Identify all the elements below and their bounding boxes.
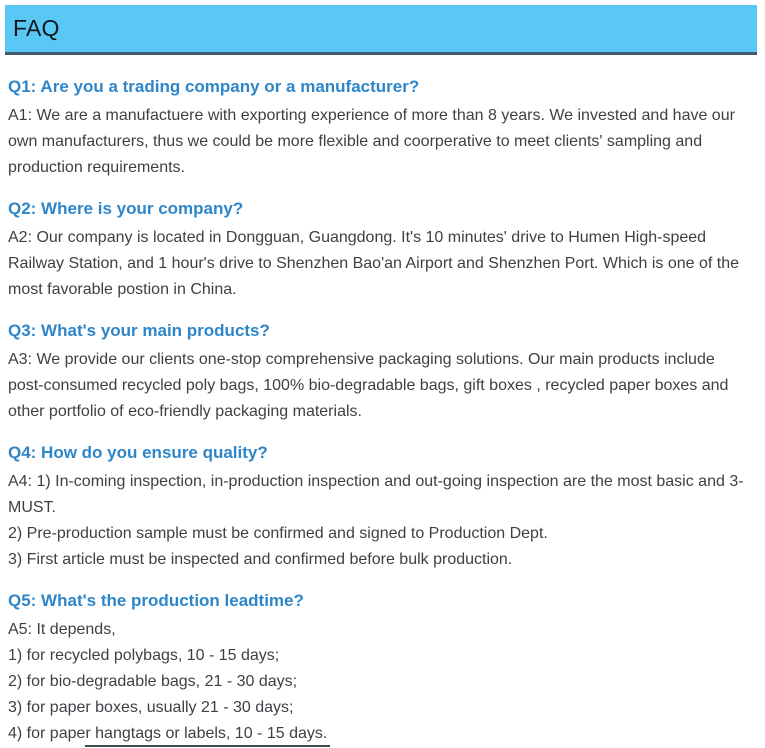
faq-answer-line: A1: We are a manufactuere with exporting experience of more than 8 years. We invested and have our own manufacturers, thus we could be more flexible and coorperative to meet clients' sampling and production requirements. <box>8 107 735 176</box>
faq-section-header <box>5 5 757 55</box>
faq-answer-line: A2: Our company is located in Dongguan, Guangdong. It's 10 minutes' drive to Humen High-speed Railway Station, and 1 hour's drive to Shenzhen Bao'an Airport and Shenzhen Port. Which is one of the most favorable postion in China. <box>8 229 739 298</box>
faq-answer-line: A4: 1) In-coming inspection, in-production inspection and out-going inspection are the most basic and 3-MUST. <box>8 473 744 516</box>
faq-question: Q4: How do you ensure quality? <box>8 443 268 462</box>
faq-answer-line: 2) Pre-production sample must be confirmed and signed to Production Dept. <box>8 525 548 542</box>
faq-question: Q1: Are you a trading company or a manufacturer? <box>8 77 420 96</box>
faq-item-5 <box>8 590 751 747</box>
faq-item-1 <box>8 76 751 181</box>
faq-question: Q3: What's your main products? <box>8 321 270 340</box>
page-title: FAQ <box>13 15 60 41</box>
faq-item-4 <box>8 442 751 573</box>
partial-next-section-edge <box>85 745 330 747</box>
faq-answer-line: A5: It depends, <box>8 621 116 638</box>
faq-answer <box>8 469 751 573</box>
faq-answer-line: 1) for recycled polybags, 10 - 15 days; <box>8 647 280 664</box>
faq-answer-line: 3) for paper boxes, usually 21 - 30 days; <box>8 699 294 716</box>
faq-answer <box>8 347 751 425</box>
faq-answer <box>8 103 751 181</box>
faq-item-3 <box>8 320 751 425</box>
faq-answer-line: 3) First article must be inspected and confirmed before bulk production. <box>8 551 513 568</box>
faq-answer <box>8 617 751 747</box>
faq-question: Q5: What's the production leadtime? <box>8 591 304 610</box>
faq-answer-line: 4) for paper hangtags or labels, 10 - 15 days. <box>8 725 328 742</box>
faq-question: Q2: Where is your company? <box>8 199 244 218</box>
faq-answer-line: 2) for bio-degradable bags, 21 - 30 days; <box>8 673 298 690</box>
faq-answer <box>8 225 751 303</box>
faq-answer-line: A3: We provide our clients one-stop comprehensive packaging solutions. Our main products include post-consumed recycled poly bags, 100% bio-degradable bags, gift boxes , recycled paper boxes and other portfolio of eco-friendly packaging materials. <box>8 351 729 420</box>
faq-item-2 <box>8 198 751 303</box>
faq-list <box>0 55 765 747</box>
